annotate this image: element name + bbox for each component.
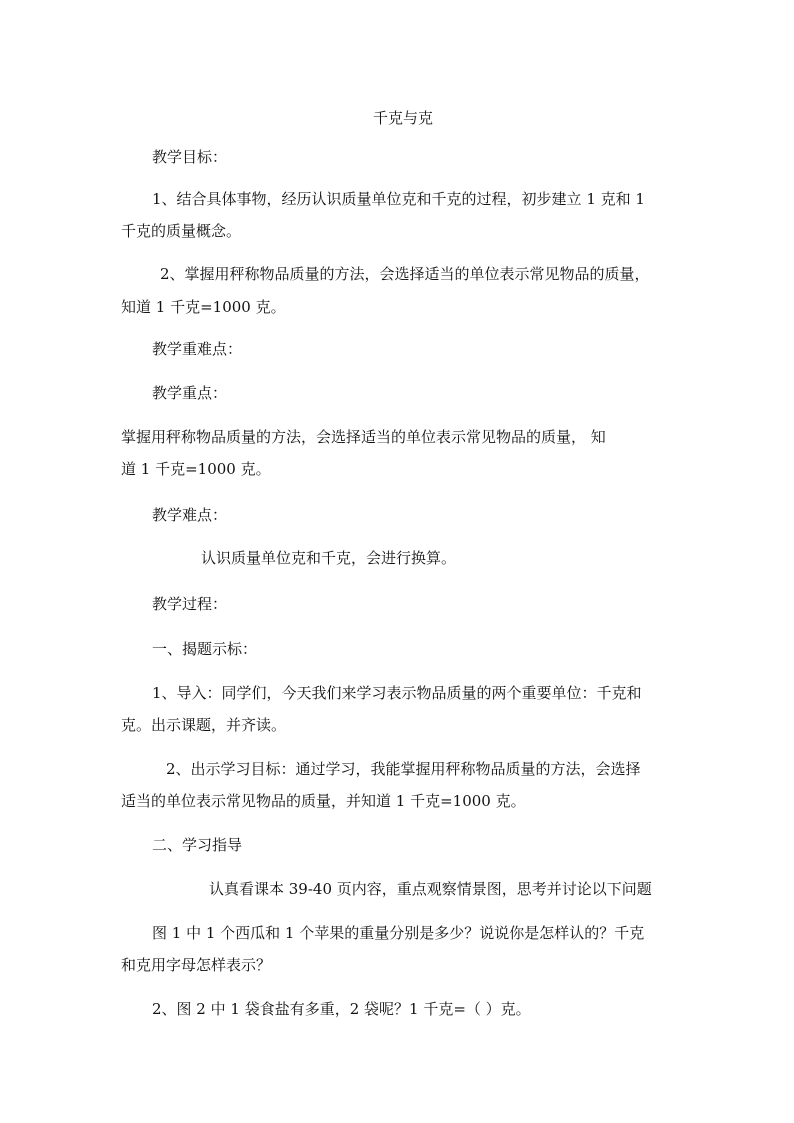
question-2-line1: 2、图 2 中 1 袋食盐有多重，2 袋呢？1 千克=（ ）克。 <box>152 1000 531 1018</box>
question-1-line2: 和克用字母怎样表示？ <box>121 956 272 974</box>
part2-heading: 二、学习指导 <box>152 836 243 854</box>
process-heading: 教学过程： <box>152 595 228 613</box>
difficult-heading: 教学难点： <box>152 506 228 524</box>
key-line1: 掌握用秤称物品质量的方法，会选择适当的单位表示常见物品的质量， 知 <box>121 428 606 446</box>
part2-intro: 认真看课本 39-40 页内容，重点观察情景图，思考并讨论以下问题 <box>209 880 652 898</box>
part1-item2-line1: 2、出示学习目标：通过学习，我能掌握用秤称物品质量的方法，会选择 <box>166 760 641 778</box>
part1-item1-line2: 克。出示课题，并齐读。 <box>121 716 287 734</box>
part1-item1-line1: 1、导入：同学们，今天我们来学习表示物品质量的两个重要单位：千克和 <box>152 684 642 702</box>
part1-heading: 一、揭题示标： <box>152 640 258 658</box>
objective-2-line1: 2、掌握用秤称物品质量的方法，会选择适当的单位表示常见物品的质量， <box>160 265 650 283</box>
part1-item2-line2: 适当的单位表示常见物品的质量，并知道 1 千克=1000 克。 <box>121 792 526 810</box>
key-heading: 教学重点： <box>152 384 228 402</box>
document-title: 千克与克 <box>373 109 434 127</box>
objective-1-line1: 1、结合具体事物，经历认识质量单位克和千克的过程，初步建立 1 克和 1 <box>152 190 645 208</box>
difficult-line: 认识质量单位克和千克，会进行换算。 <box>201 549 457 567</box>
key-difficult-heading: 教学重难点： <box>152 340 243 358</box>
objective-1-line2: 千克的质量概念。 <box>121 222 242 240</box>
objectives-heading: 教学目标： <box>152 148 228 166</box>
objective-2-line2: 知道 1 千克=1000 克。 <box>121 298 286 316</box>
question-1-line1: 图 1 中 1 个西瓜和 1 个苹果的重量分别是多少？说说你是怎样认的？千克 <box>152 924 645 942</box>
key-line2: 道 1 千克=1000 克。 <box>121 460 271 478</box>
